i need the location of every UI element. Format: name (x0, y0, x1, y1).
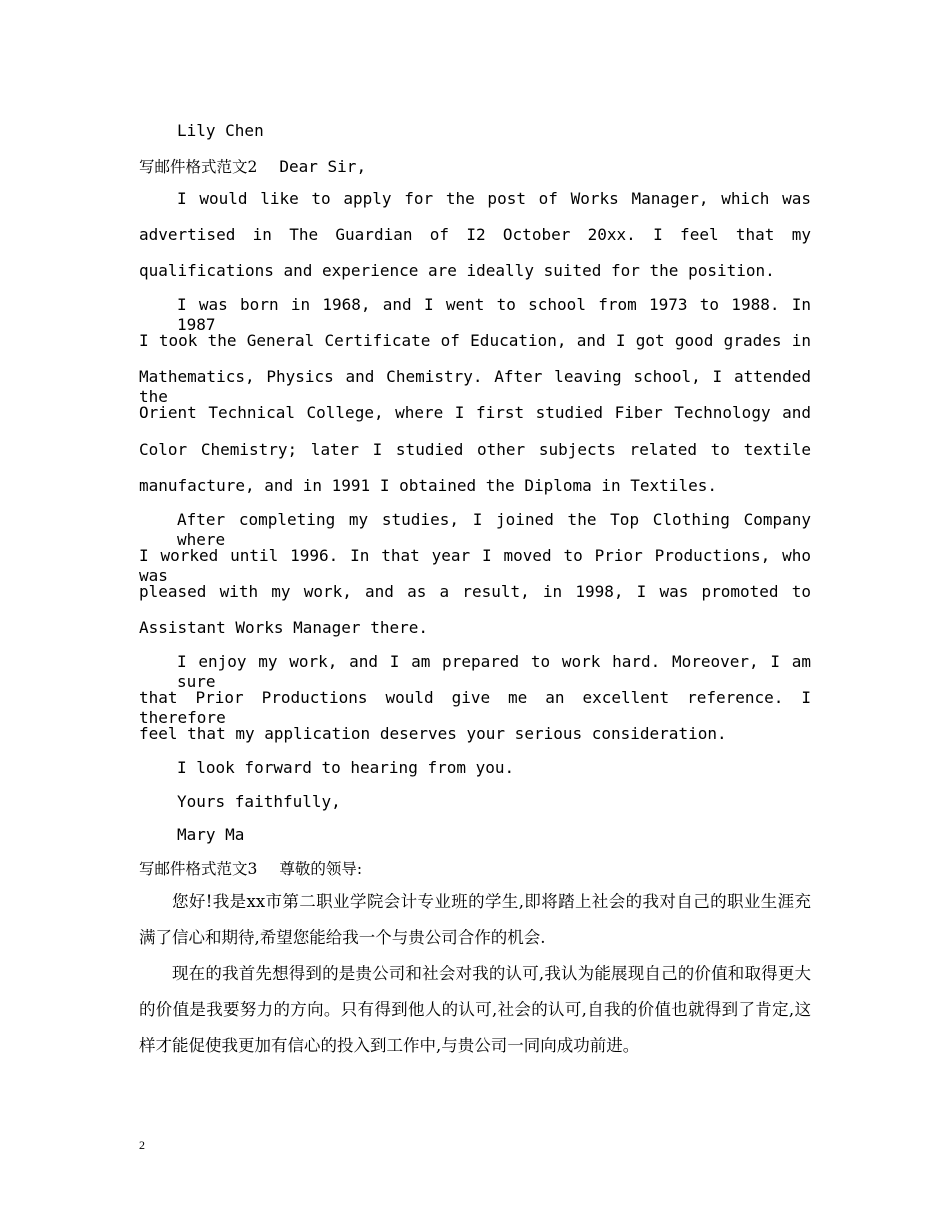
text-line: manufacture, and in 1991 I obtained the Diploma in Textiles. (139, 476, 717, 495)
letter2-greeting: Dear Sir, (279, 157, 367, 176)
text-line: I look forward to hearing from you. (177, 758, 515, 777)
text-line: feel that my application deserves your serious consideration. (139, 724, 727, 743)
text-line: After completing my studies, I joined the Top Clothing Company where (177, 510, 811, 549)
text-line: that Prior Productions would give me an excellent reference. I therefore (139, 688, 811, 727)
signature-mary-ma: Mary Ma (177, 825, 245, 844)
letter3-paragraph: 现在的我首先想得到的是贵公司和社会对我的认可,我认为能展现自己的价值和取得更大的价值是我要努力的方向。只有得到他人的认可,社会的认可,自我的价值也就得到了肯定,这样才能促使我更加有信心的投入到工作中,与贵公司一同向成功前进。 (139, 964, 811, 1055)
letter2-heading: 写邮件格式范文2 (139, 158, 258, 176)
letter3-heading-line (139, 859, 362, 879)
letter2-heading-line (139, 157, 811, 177)
text-line: I worked until 1996. In that year I moved to Prior Productions, who was (139, 546, 811, 585)
text-line: advertised in The Guardian of I2 October 20xx. I feel that my (139, 225, 811, 244)
text-line: I took the General Certificate of Education, and I got good grades in (139, 331, 811, 350)
letter3-paragraph: 您好!我是xx市第二职业学院会计专业班的学生,即将踏上社会的我对自己的职业生涯充满了信心和期待,希望您能给我一个与贵公司合作的机会. (139, 892, 811, 947)
text-line: pleased with my work, and as a result, in 1998, I was promoted to (139, 582, 811, 601)
text-line: qualifications and experience are ideally suited for the position. (139, 261, 775, 280)
text-line: Mathematics, Physics and Chemistry. After leaving school, I attended the (139, 367, 811, 406)
closing: Yours faithfully, (177, 792, 341, 811)
text-line: Assistant Works Manager there. (139, 618, 428, 637)
signature-lily-chen: Lily Chen (177, 121, 264, 140)
text-line: I would like to apply for the post of Works Manager, which was (177, 189, 811, 208)
page-number: 2 (139, 1138, 145, 1152)
text-line: Orient Technical College, where I first studied Fiber Technology and (139, 403, 811, 422)
letter3-greeting: 尊敬的领导: (279, 860, 363, 878)
letter3-heading: 写邮件格式范文3 (139, 860, 258, 878)
text-line: I was born in 1968, and I went to school from 1973 to 1988. In 1987 (177, 295, 811, 334)
text-line: I enjoy my work, and I am prepared to work hard. Moreover, I am sure (177, 652, 811, 691)
text-line: Color Chemistry; later I studied other subjects related to textile (139, 440, 811, 459)
